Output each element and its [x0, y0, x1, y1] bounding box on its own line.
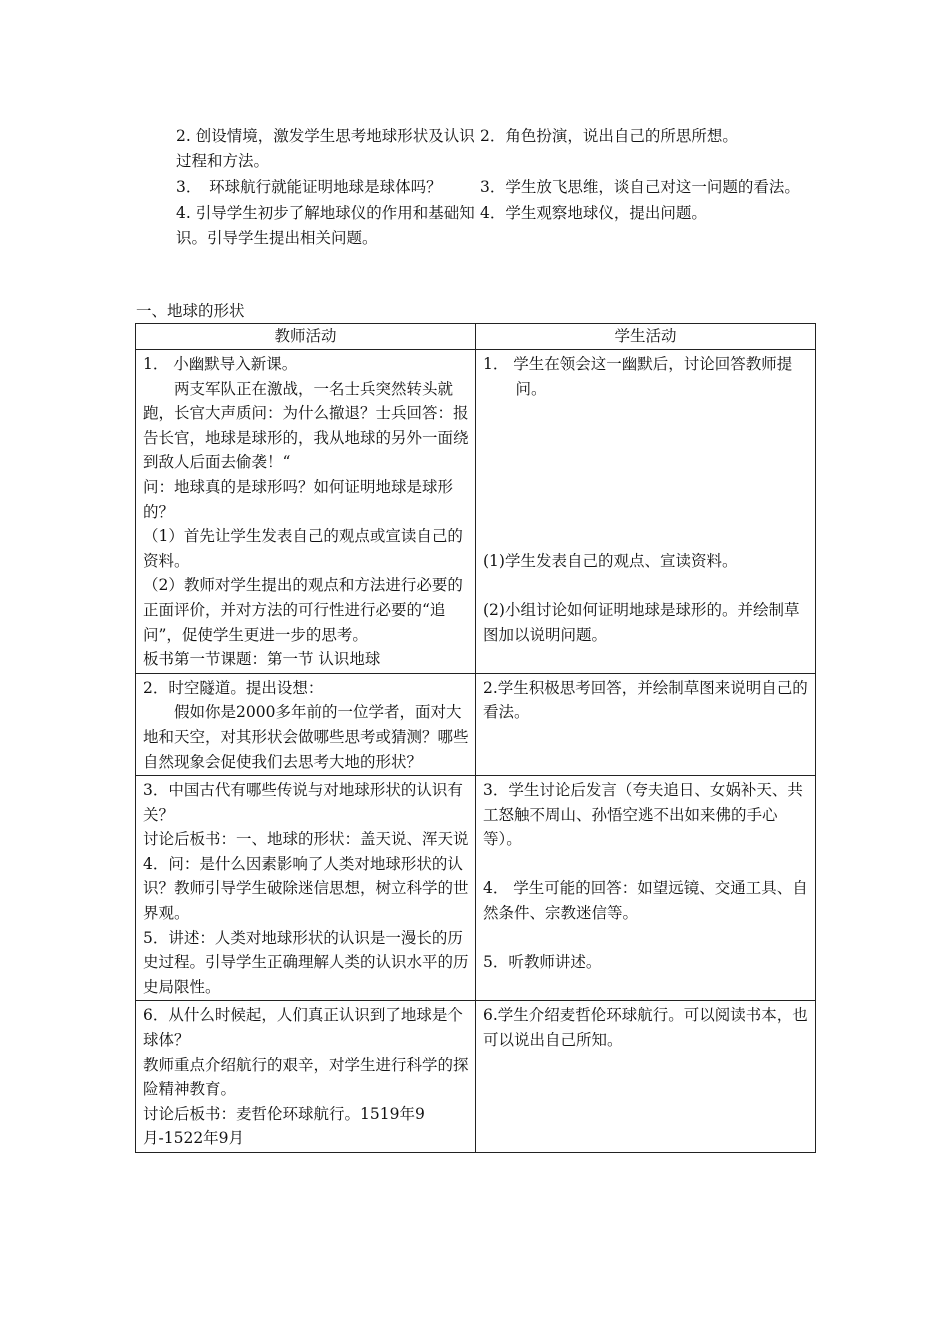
- row2-teacher-text: 假如你是2000多年前的一位学者，面对大地和天空，对其形状会做哪些思考或猜测？哪些自然现象会促使我们去思考大地的形状？: [143, 703, 469, 771]
- student-cell: [476, 350, 816, 674]
- header-student-activity: 学生活动: [476, 324, 816, 350]
- top-student-item: 4．学生观察地球仪，提出问题。: [480, 204, 707, 222]
- row1-student-answer: 1． 学生在领会这一幽默后，讨论回答教师提问。: [483, 355, 793, 398]
- teacher-cell: [136, 350, 476, 674]
- row3-teacher-q3: 3．中国古代有哪些传说与对地球形状的认识有关？: [143, 781, 463, 824]
- row2-student-text: 2.学生积极思考回答，并绘制草图来说明自己的看法。: [483, 678, 808, 722]
- row2-teacher-title: 2．时空隧道。提出设想：: [143, 678, 324, 697]
- header-teacher-activity: 教师活动: [136, 324, 476, 350]
- table-row: [136, 350, 816, 674]
- row3-student-a3: 3．学生讨论后发言（夸夫追日、女娲补天、共工怒触不周山、孙悟空逃不出如来佛的手心等）。: [483, 781, 803, 849]
- row3-teacher-board: 讨论后板书：一、地球的形状：盖天说、浑天说: [143, 830, 469, 849]
- top-teacher-item: 2. 创设情境，激发学生思考地球形状及认识过程和方法。: [176, 127, 475, 170]
- row1-teacher-question: 问：地球真的是球形吗？如何证明地球是球形的？: [143, 477, 454, 521]
- row3-student-a4: 4． 学生可能的回答：如望远镜、交通工具、自然条件、宗教迷信等。: [483, 879, 808, 923]
- table-header-row: [136, 324, 816, 350]
- teacher-cell: [136, 673, 476, 775]
- row4-student-text: 6.学生介绍麦哲伦环球航行。可以阅读书本，也可以说出自己所知。: [483, 1006, 808, 1050]
- top-student-item: 3．学生放飞思维，谈自己对这一问题的看法。: [480, 178, 800, 196]
- row4-teacher-text: 教师重点介绍航行的艰辛，对学生进行科学的探险精神教育。: [143, 1055, 469, 1099]
- row1-student-step1: (1)学生发表自己的观点、宣读资料。: [483, 551, 738, 570]
- activity-table: [135, 323, 816, 1153]
- teacher-cell: [136, 776, 476, 1001]
- table-row: [136, 776, 816, 1001]
- top-teacher-item: 4. 引导学生初步了解地球仪的作用和基础知识。引导学生提出相关问题。: [176, 204, 475, 247]
- row1-teacher-step2: （2）教师对学生提出的观点和方法进行必要的正面评价，并对方法的可行性进行必要的“追问”，促使学生更进一步的思考。: [143, 576, 463, 644]
- top-activity-list: [176, 124, 816, 252]
- row3-teacher-q4: 4．问：是什么因素影响了人类对地球形状的认识？教师引导学生破除迷信思想，树立科学的世界观。: [143, 854, 469, 923]
- table-row: [136, 1001, 816, 1153]
- row1-teacher-board: 板书第一节课题：第一节 认识地球: [143, 650, 381, 669]
- row1-student-step2: (2)小组讨论如何证明地球是球形的。并绘制草图加以说明问题。: [483, 600, 800, 644]
- row3-student-a5: 5．听教师讲述。: [483, 953, 602, 972]
- student-cell: [476, 673, 816, 775]
- section-heading: 一、地球的形状: [136, 302, 245, 320]
- row1-teacher-title: 1． 小幽默导入新课。: [143, 355, 298, 373]
- row1-teacher-step1: （1）首先让学生发表自己的观点或宣读自己的资料。: [143, 527, 463, 570]
- top-teacher-item: 3． 环球航行就能证明地球是球体吗？: [176, 178, 442, 196]
- student-cell: [476, 1001, 816, 1153]
- top-student-item: 2．角色扮演，说出自己的所思所想。: [480, 127, 738, 145]
- row4-teacher-board: 讨论后板书：麦哲伦环球航行。1519年9月-1522年9月: [143, 1104, 425, 1148]
- table-row: [136, 673, 816, 775]
- teacher-cell: [136, 1001, 476, 1153]
- row3-teacher-q5: 5．讲述：人类对地球形状的认识是一漫长的历史过程。引导学生正确理解人类的认识水平的历史局限性。: [143, 928, 469, 996]
- student-cell: [476, 776, 816, 1001]
- row1-teacher-story: 两支军队正在激战，一名士兵突然转头就跑，长官大声质问：为什么撤退？士兵回答：报告长官，地球是球形的，我从地球的另外一面绕到敌人后面去偷袭！“: [143, 379, 469, 472]
- row4-teacher-q6: 6．从什么时候起，人们真正认识到了地球是个球体？: [143, 1006, 463, 1050]
